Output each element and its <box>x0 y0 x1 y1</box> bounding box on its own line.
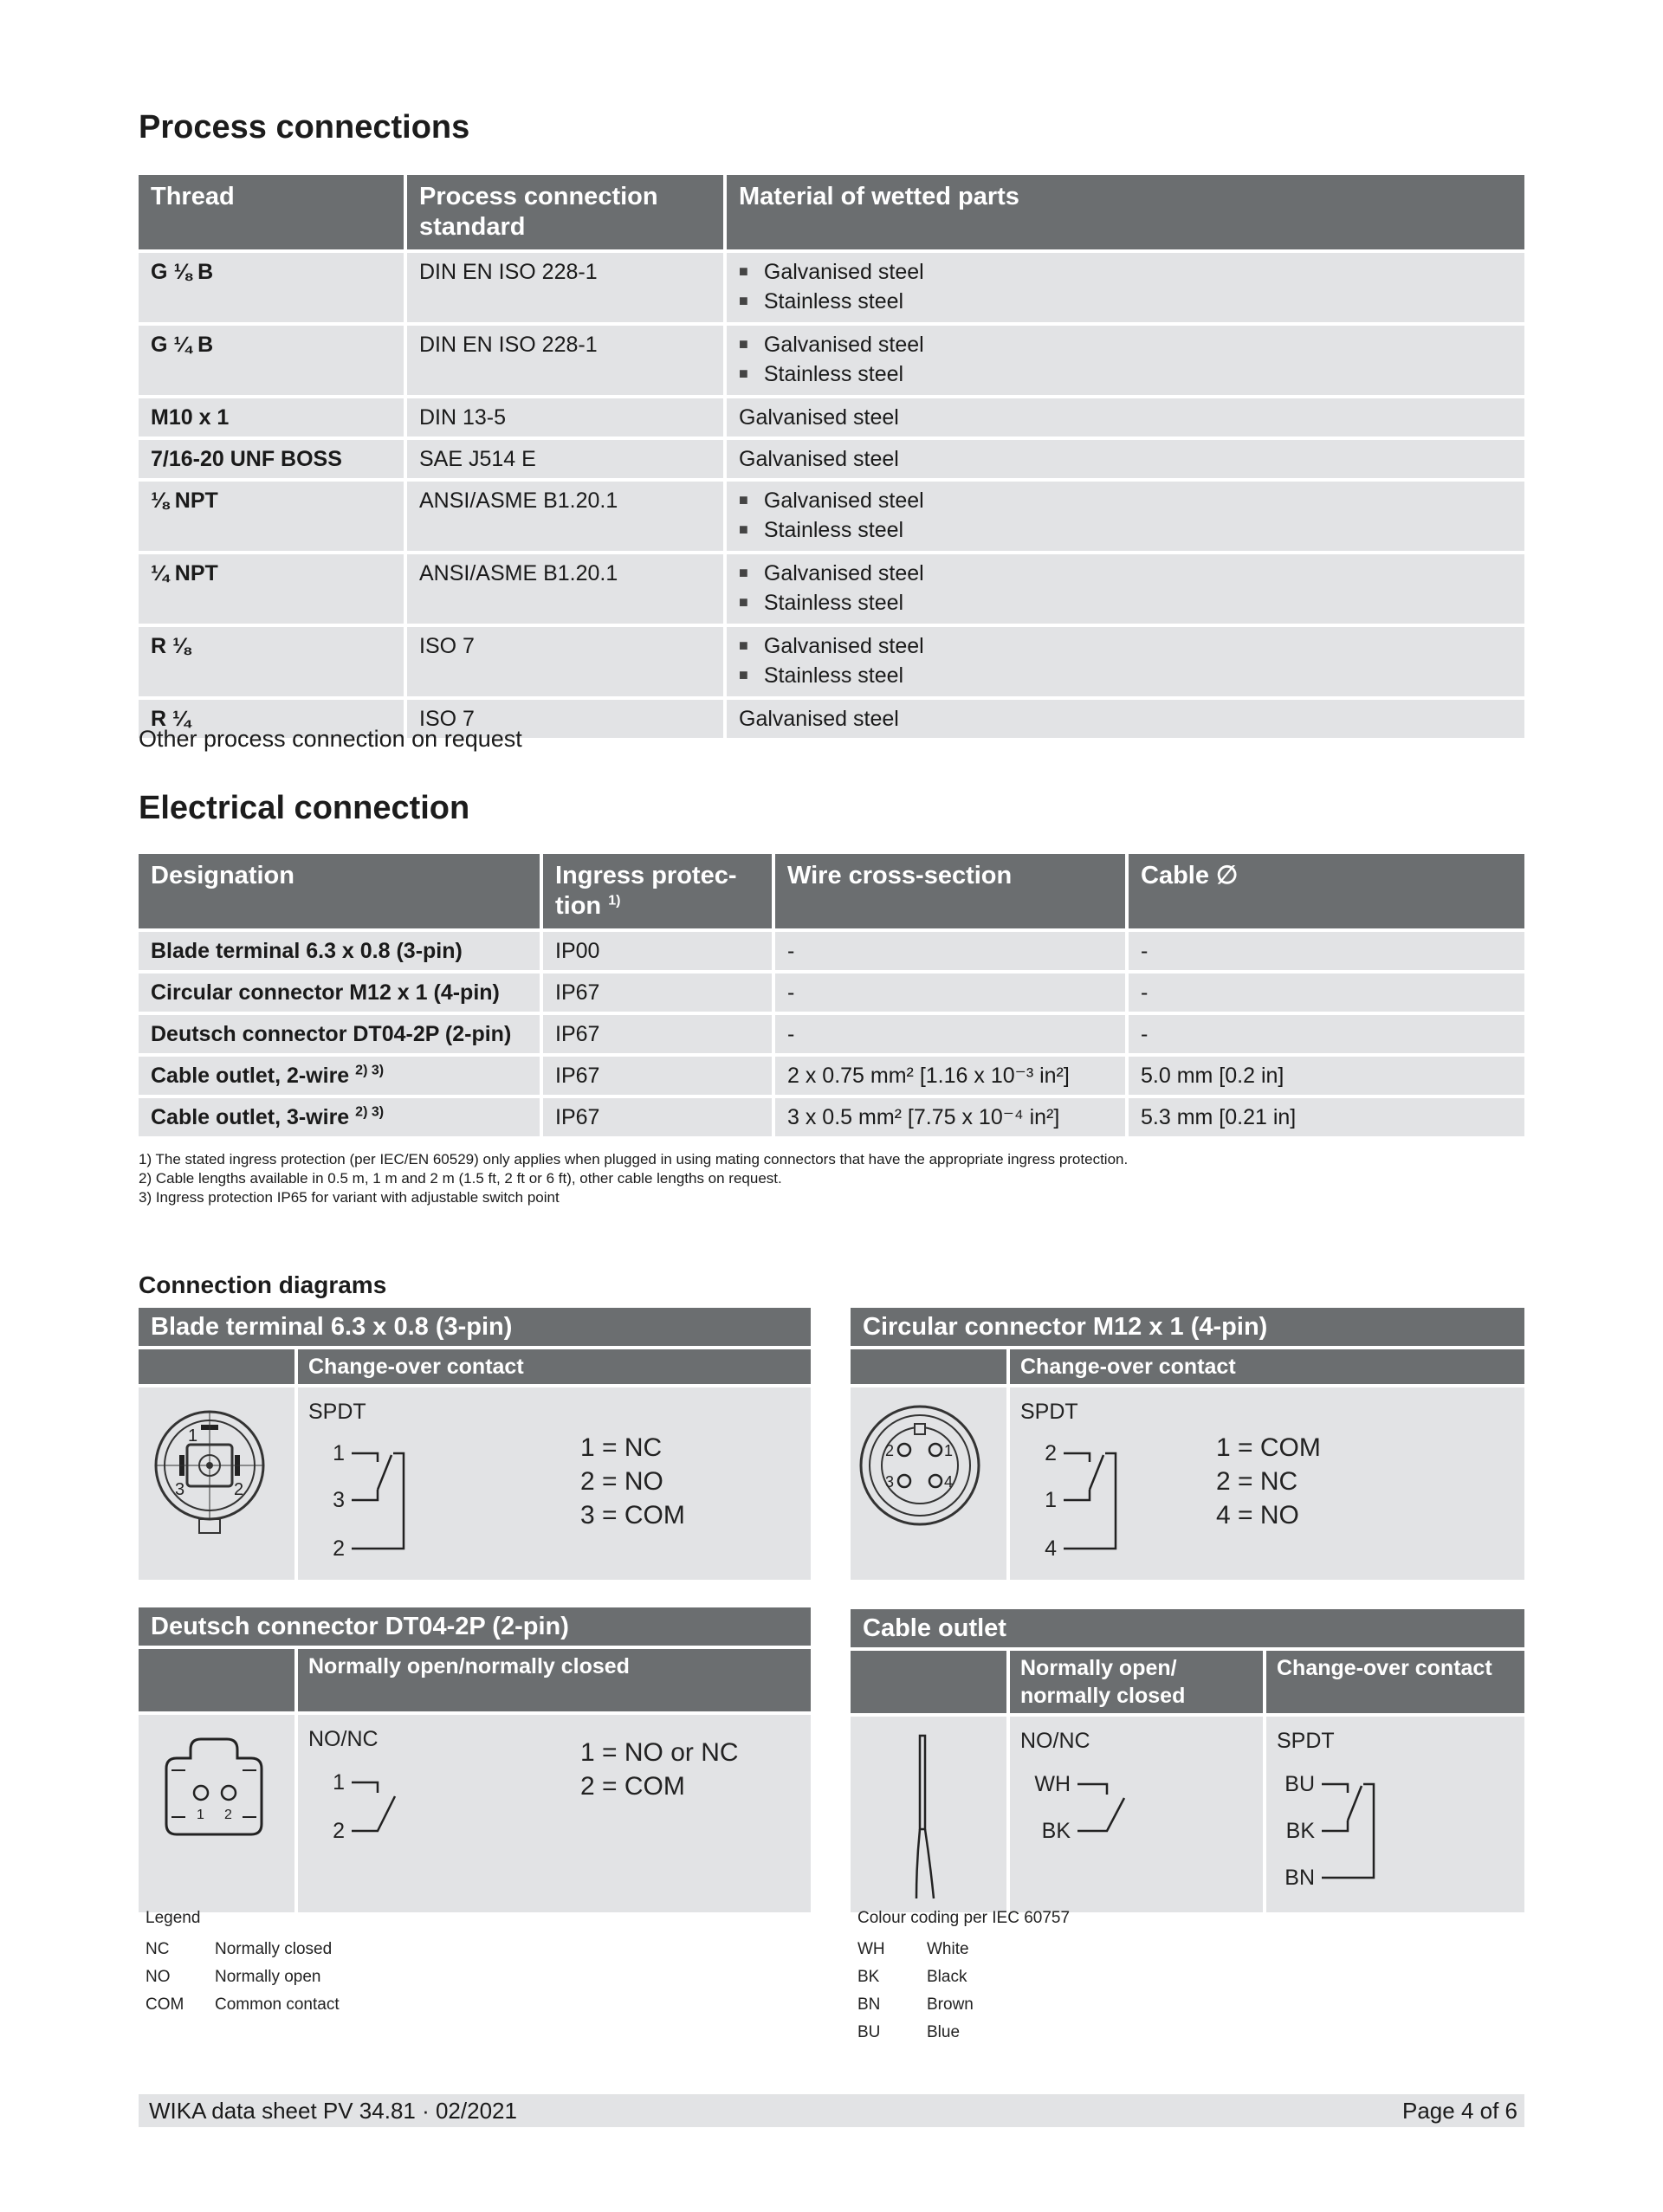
no-nc-header: Normally open/ normally closed <box>1010 1651 1263 1713</box>
deutsch-connector-panel <box>139 1607 811 1912</box>
pin-assignment <box>1216 1431 1321 1532</box>
contact-type-label: SPDT <box>1020 1400 1078 1424</box>
column-header-wire: Wire cross-section <box>775 854 1125 928</box>
material-item: ■ Stainless steel <box>739 662 1512 691</box>
pin-assignment-line: 3 = COM <box>580 1501 685 1530</box>
pin-assignment-line: 1 = COM <box>1216 1433 1321 1462</box>
table-row <box>139 554 1524 624</box>
thread-cell: G ⅛ B <box>139 253 404 322</box>
connector-face-cell <box>139 1715 294 1912</box>
contact-type-label: NO/NC <box>1020 1729 1090 1753</box>
connection-diagrams-title: Connection diagrams <box>139 1271 387 1298</box>
wire-label: BK <box>1041 1819 1071 1843</box>
footnote: 3) Ingress protection IP65 for variant with adjustable switch point <box>139 1189 560 1206</box>
legend-value: Normally open <box>215 1968 321 1986</box>
table-row <box>139 398 1524 437</box>
footnote-ref: 2) 3) <box>355 1104 385 1120</box>
process-note: Other process connection on request <box>139 726 522 752</box>
wiring-cell <box>1010 1387 1524 1580</box>
column-header-material: Material of wetted parts <box>727 175 1524 249</box>
column-header-cable: Cable ∅ <box>1129 854 1524 928</box>
panel-title: Cable outlet <box>851 1609 1524 1647</box>
face-pin-label: 2 <box>224 1808 232 1822</box>
contact-type-header: Normally open/normally closed <box>298 1649 811 1711</box>
table-row <box>139 326 1524 395</box>
face-pin-label: 2 <box>885 1442 895 1459</box>
table-row <box>139 482 1524 551</box>
pin-assignment-line: 2 = NO <box>580 1467 663 1496</box>
change-over-header: Change-over contact <box>1266 1651 1524 1713</box>
material-item: ■ Stainless steel <box>739 516 1512 546</box>
cable-outlet-icon <box>851 1717 1006 1912</box>
contact-type-label: SPDT <box>308 1400 366 1424</box>
colour-key: BN <box>857 1995 881 2014</box>
contact-type-label: SPDT <box>1277 1729 1335 1753</box>
panel-title: Blade terminal 6.3 x 0.8 (3-pin) <box>139 1308 811 1346</box>
face-pin-label: 1 <box>197 1808 204 1822</box>
cable-cell <box>851 1717 1006 1912</box>
footer-page-number: Page 4 of 6 <box>1402 2098 1517 2124</box>
table-row <box>139 973 1524 1012</box>
table-row <box>139 1057 1524 1095</box>
material-cell: Galvanised steel <box>727 700 1524 738</box>
material-item: ■ Galvanised steel <box>739 559 1512 589</box>
material-item: ■ Galvanised steel <box>739 487 1512 516</box>
pin-label: 1 <box>1045 1488 1057 1512</box>
electrical-connection-title: Electrical connection <box>139 790 470 826</box>
spdt-switch-symbol <box>1266 1717 1524 1912</box>
spdt-wiring-cell <box>1266 1717 1524 1912</box>
column-header-designation: Designation <box>139 854 540 928</box>
colour-value: Blue <box>927 2023 961 2041</box>
no-nc-switch-symbol <box>1010 1717 1263 1912</box>
ingress-cell: IP67 <box>543 973 772 1012</box>
designation-cell <box>139 932 540 970</box>
footnote-ref: 1) <box>608 893 621 909</box>
colour-coding <box>857 1909 1204 2039</box>
pin-assignment-line: 2 = NC <box>1216 1467 1298 1496</box>
material-item: ■ Stainless steel <box>739 360 1512 390</box>
wire-cell: - <box>775 1015 1125 1053</box>
column-header-standard: Process connection standard <box>407 175 723 249</box>
material-item: ■ Galvanised steel <box>739 632 1512 662</box>
wire-cell: 3 x 0.5 mm² [7.75 x 10⁻⁴ in²] <box>775 1098 1125 1136</box>
standard-cell: SAE J514 E <box>407 440 723 478</box>
wire-label: BN <box>1284 1866 1315 1890</box>
page-footer <box>139 2094 1524 2127</box>
thread-cell: R ¼ <box>139 700 404 738</box>
pin-assignment-line: 4 = NO <box>1216 1501 1299 1530</box>
spdt-switch-symbol <box>298 1387 592 1580</box>
panel-title: Circular connector M12 x 1 (4-pin) <box>851 1308 1524 1346</box>
connector-face-cell <box>851 1387 1006 1580</box>
face-pin-label: 1 <box>944 1442 954 1459</box>
cable-cell: 5.3 mm [0.21 in] <box>1129 1098 1524 1136</box>
table-row <box>139 627 1524 696</box>
cable-cell: - <box>1129 932 1524 970</box>
face-pin-label: 3 <box>175 1480 185 1499</box>
designation-cell <box>139 1057 540 1095</box>
wiring-cell <box>298 1387 811 1580</box>
cable-cell: - <box>1129 973 1524 1012</box>
standard-cell: DIN 13-5 <box>407 398 723 437</box>
face-pin-label: 2 <box>234 1480 244 1499</box>
designation-cell <box>139 1015 540 1053</box>
designation-text: Circular connector M12 x 1 (4-pin) <box>151 980 500 1005</box>
colour-coding-title: Colour coding per IEC 60757 <box>857 1909 1071 1927</box>
material-cell <box>727 482 1524 551</box>
face-pin-label: 3 <box>885 1473 895 1491</box>
thread-cell: 7/16-20 UNF BOSS <box>139 440 404 478</box>
legend-key: NO <box>146 1968 171 1986</box>
pin-assignment-line: 1 = NC <box>580 1433 663 1462</box>
standard-cell: DIN EN ISO 228-1 <box>407 326 723 395</box>
ingress-cell: IP67 <box>543 1057 772 1095</box>
m12-connector-face-icon <box>851 1387 1006 1580</box>
standard-cell: ANSI/ASME B1.20.1 <box>407 554 723 624</box>
table-row <box>139 253 1524 322</box>
footnote-ref: 2) 3) <box>355 1063 385 1078</box>
material-cell <box>727 253 1524 322</box>
colour-value: White <box>927 1940 969 1958</box>
ingress-header-label: Ingress protec-tion <box>555 862 737 920</box>
thread-cell: ¼ NPT <box>139 554 404 624</box>
contact-type-header: Change-over contact <box>1010 1349 1524 1384</box>
footnote: 2) Cable lengths available in 0.5 m, 1 m and 2 m (1.5 ft, 2 ft or 6 ft), other cable lengths on request. <box>139 1170 782 1187</box>
connector-face-cell <box>139 1387 294 1580</box>
blade-terminal-panel <box>139 1308 811 1580</box>
material-item: ■ Galvanised steel <box>739 258 1512 288</box>
colour-key: WH <box>857 1940 885 1958</box>
legend-key: NC <box>146 1940 170 1958</box>
face-pin-label: 4 <box>944 1473 954 1491</box>
wire-label: WH <box>1034 1772 1071 1796</box>
ingress-cell: IP67 <box>543 1098 772 1136</box>
material-item: ■ Galvanised steel <box>739 331 1512 360</box>
pin-label: 2 <box>333 1819 345 1843</box>
material-item: ■ Stainless steel <box>739 288 1512 317</box>
table-row <box>139 440 1524 478</box>
material-cell <box>727 627 1524 696</box>
standard-cell: ISO 7 <box>407 627 723 696</box>
no-nc-switch-symbol <box>298 1715 575 1912</box>
colour-value: Brown <box>927 1995 974 2014</box>
designation-text: Cable outlet, 2-wire <box>151 1064 350 1088</box>
no-nc-wiring-cell <box>1010 1717 1263 1912</box>
panel-title: Deutsch connector DT04-2P (2-pin) <box>139 1607 811 1646</box>
legend-value: Normally closed <box>215 1940 333 1958</box>
cable-cell: - <box>1129 1015 1524 1053</box>
process-rows <box>139 253 1524 738</box>
pin-assignment-line: 2 = COM <box>580 1772 685 1801</box>
header-spacer <box>851 1349 1006 1384</box>
pin-label: 2 <box>1045 1441 1057 1465</box>
ingress-cell: IP00 <box>543 932 772 970</box>
pin-assignment <box>580 1736 739 1803</box>
legend <box>146 1909 492 2013</box>
colour-value: Black <box>927 1968 967 1986</box>
header-spacer <box>139 1349 294 1384</box>
table-row <box>139 1015 1524 1053</box>
pin-label: 1 <box>333 1770 345 1795</box>
thread-cell: M10 x 1 <box>139 398 404 437</box>
wire-cell: 2 x 0.75 mm² [1.16 x 10⁻³ in²] <box>775 1057 1125 1095</box>
contact-type-header: Change-over contact <box>298 1349 811 1384</box>
ingress-cell: IP67 <box>543 1015 772 1053</box>
face-pin-label: 1 <box>188 1426 198 1446</box>
pin-label: 2 <box>333 1536 345 1561</box>
column-header-thread: Thread <box>139 175 404 249</box>
designation-text: Blade terminal 6.3 x 0.8 (3-pin) <box>151 939 463 963</box>
legend-value: Common contact <box>215 1995 340 2014</box>
cable-cell: 5.0 mm [0.2 in] <box>1129 1057 1524 1095</box>
wire-cell: - <box>775 932 1125 970</box>
contact-type-label: NO/NC <box>308 1727 379 1751</box>
wire-cell: - <box>775 973 1125 1012</box>
material-cell <box>727 554 1524 624</box>
pin-label: 4 <box>1045 1536 1057 1561</box>
thread-cell: R ⅛ <box>139 627 404 696</box>
table-row <box>139 1098 1524 1136</box>
footnotes <box>139 1150 1128 1207</box>
electrical-connection-table <box>135 851 1528 1140</box>
process-connections-table <box>135 171 1528 741</box>
wire-label: BK <box>1285 1819 1315 1843</box>
designation-cell <box>139 973 540 1012</box>
footer-document-id: WIKA data sheet PV 34.81 · 02/2021 <box>149 2098 517 2124</box>
material-item: ■ Stainless steel <box>739 589 1512 618</box>
colour-key: BK <box>857 1968 880 1986</box>
standard-cell: ANSI/ASME B1.20.1 <box>407 482 723 551</box>
blade-terminal-face-icon <box>139 1387 294 1580</box>
standard-cell: DIN EN ISO 228-1 <box>407 253 723 322</box>
material-cell: Galvanised steel <box>727 398 1524 437</box>
column-header-ingress <box>543 854 772 928</box>
header-spacer <box>139 1649 294 1711</box>
table-row <box>139 932 1524 970</box>
wire-label: BU <box>1284 1772 1315 1796</box>
header-spacer <box>851 1651 1006 1713</box>
process-connections-title: Process connections <box>139 109 470 146</box>
legend-key: COM <box>146 1995 184 2014</box>
designation-cell <box>139 1098 540 1136</box>
legend-title: Legend <box>146 1909 201 1927</box>
pin-label: 3 <box>333 1488 345 1512</box>
pin-label: 1 <box>333 1441 345 1465</box>
standard-cell: ISO 7 <box>407 700 723 738</box>
footnote: 1) The stated ingress protection (per IEC/EN 60529) only applies when plugged in using mating connectors that have the appropriate ingress protection. <box>139 1151 1129 1167</box>
thread-cell: G ¼ B <box>139 326 404 395</box>
deutsch-connector-face-icon <box>139 1715 294 1912</box>
wiring-cell <box>298 1715 811 1912</box>
designation-text: Deutsch connector DT04-2P (2-pin) <box>151 1022 512 1046</box>
designation-text: Cable outlet, 3-wire <box>151 1105 350 1129</box>
material-cell <box>727 326 1524 395</box>
thread-cell: ⅛ NPT <box>139 482 404 551</box>
colour-key: BU <box>857 2023 881 2041</box>
material-cell: Galvanised steel <box>727 440 1524 478</box>
m12-connector-panel <box>851 1308 1524 1580</box>
cable-outlet-panel <box>851 1609 1524 1912</box>
pin-assignment <box>580 1431 685 1532</box>
pin-assignment-line: 1 = NO or NC <box>580 1738 739 1767</box>
